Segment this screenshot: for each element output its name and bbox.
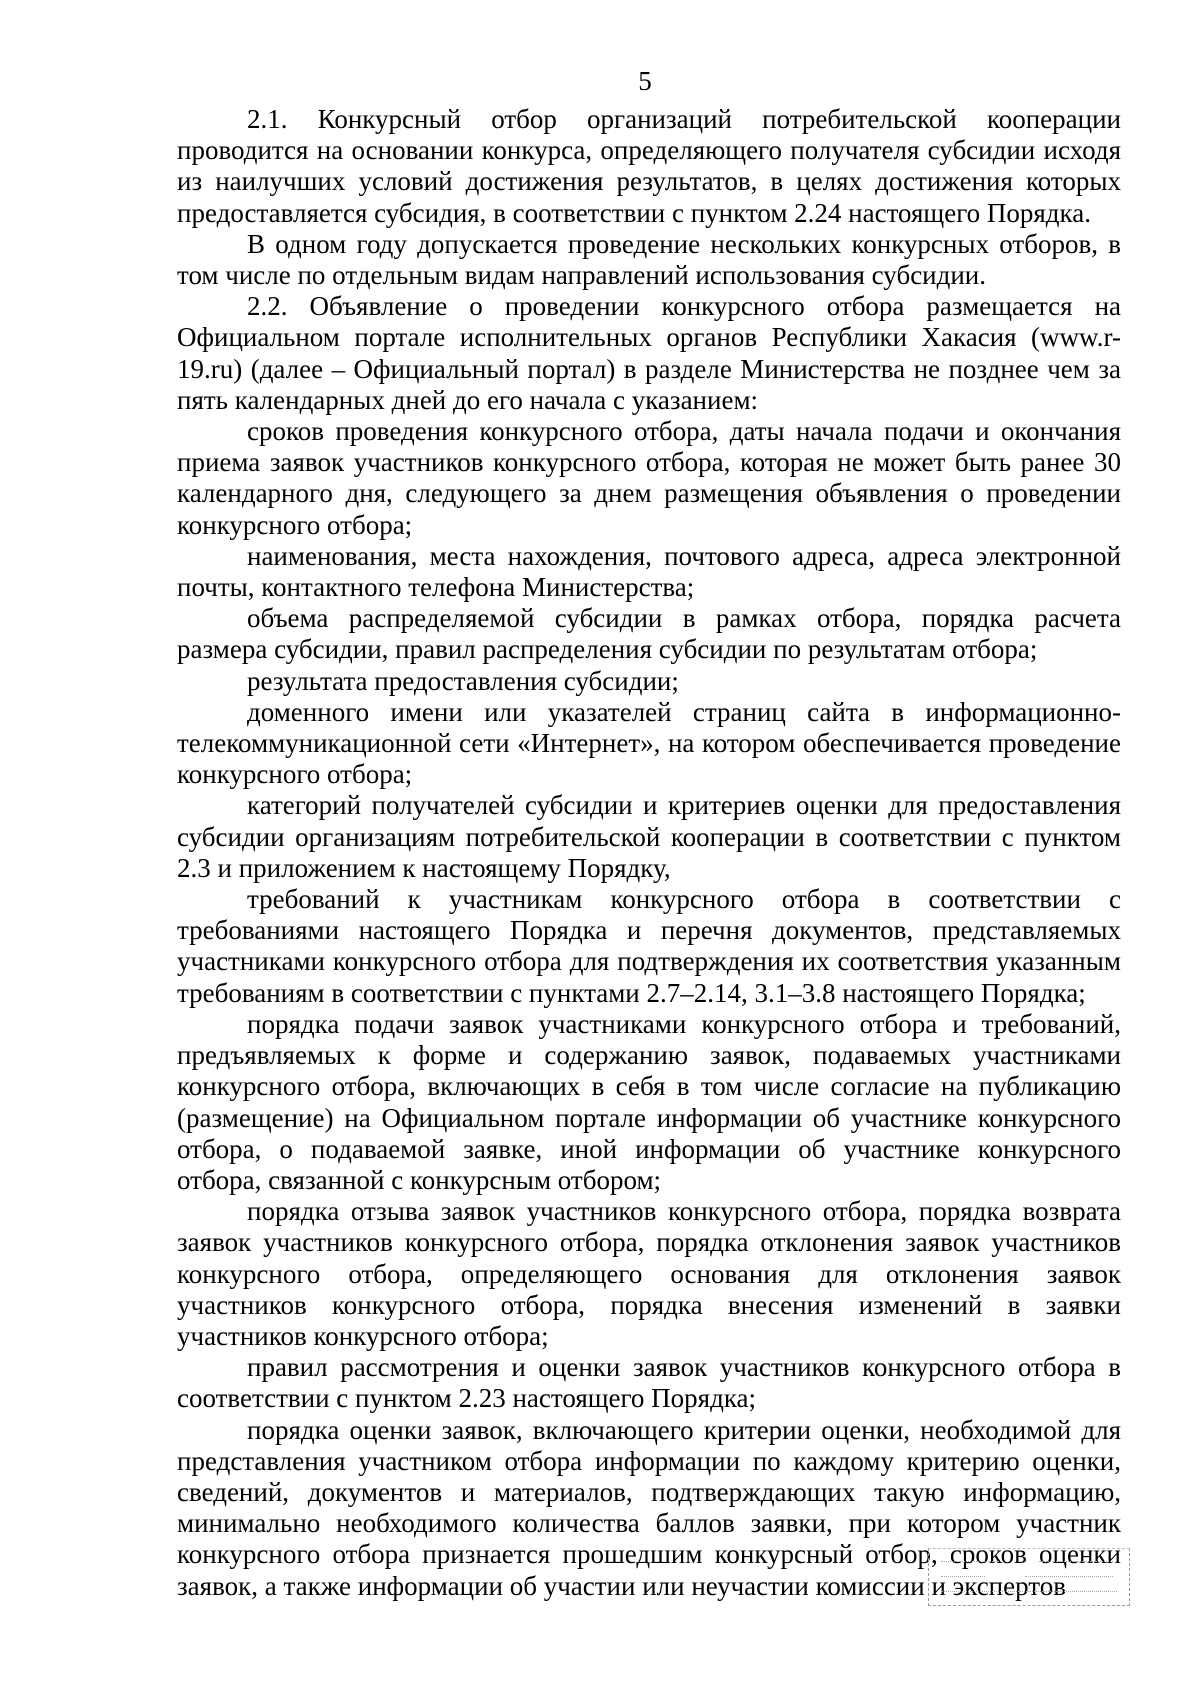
list-item-recipient-categories: категорий получателей субсидии и критериев оценки для предоставления субсидии организациям потребительской кооперации в соответствии с пунктом 2.3 и приложением к настоящему Порядку,	[177, 790, 1121, 883]
list-item-participant-requirements: требований к участникам конкурсного отбора в соответствии с требованиями настоящего Порядка и перечня документов, представляемых участниками конкурсного отбора для подтверждения их соответствия указанным требованиям в соответствии с пунктами 2.7–2.14, 3.1–3.8 настоящего Порядка;	[177, 884, 1121, 1008]
list-item-domain-name: доменного имени или указателей страниц сайта в информационно-телекоммуникационной сети «Интернет», на котором обеспечивается проведение конкурсного отбора;	[177, 696, 1121, 790]
list-item-subsidy-volume: объема распределяемой субсидии в рамках отбора, порядка расчета размера субсидии, правил распределения субсидии по результатам отбора;	[177, 603, 1121, 665]
paragraph-2-2: 2.2. Объявление о проведении конкурсного отбора размещается на Официальном портале исполнительных органов Республики Хакасия (www.r-19.ru) (далее – Официальный портал) в разделе Министерства не позднее чем за пять календарных дней до его начала с указанием:	[177, 291, 1121, 415]
list-item-evaluation-procedure: порядка оценки заявок, включающего критерии оценки, необходимой для представления участником отбора информации по каждому критерию оценки, сведений, документов и материалов, подтверждающих такую информацию, минимально необходимого количества баллов заявки, при котором участник конкурсного отбора признается прошедшим конкурсный отбор, сроков оценки заявок, а также информации об участии или неучастии комиссии и экспертов	[177, 1414, 1121, 1601]
list-item-application-submission: порядка подачи заявок участниками конкурсного отбора и требований, предъявляемых к форме и содержанию заявок, подаваемых участниками конкурсного отбора, включающих в себя в том числе согласие на публикацию (размещение) на Официальном портале информации об участнике конкурсного отбора, о подаваемой заявке, иной информации об участнике конкурсного отбора, связанной с конкурсным отбором;	[177, 1008, 1121, 1195]
document-body	[177, 104, 1121, 1602]
list-item-application-withdrawal: порядка отзыва заявок участников конкурсного отбора, порядка возврата заявок участников конкурсного отбора, порядка отклонения заявок участников конкурсного отбора, определяющего основания для отклонения заявок участников конкурсного отбора, порядка внесения изменений в заявки участников конкурсного отбора;	[177, 1196, 1121, 1351]
page-number: 5	[638, 66, 652, 96]
list-item-deadlines: сроков проведения конкурсного отбора, даты начала подачи и окончания приема заявок участников конкурсного отбора, которая не может быть ранее 30 календарного дня, следующего за днем размещения объявления о проведении конкурсного отбора;	[177, 416, 1121, 540]
list-item-review-rules: правил рассмотрения и оценки заявок участников конкурсного отбора в соответствии с пунктом 2.23 настоящего Порядка;	[177, 1352, 1121, 1414]
paragraph-multiple-selections: В одном году допускается проведение нескольких конкурсных отборов, в том числе по отдельным видам направлений использования субсидии.	[177, 228, 1121, 291]
paragraph-2-1: 2.1. Конкурсный отбор организаций потребительской кооперации проводится на основании конкурса, определяющего получателя субсидии исходя из наилучших условий достижения результатов, в целях достижения которых предоставляется субсидия, в соответствии с пунктом 2.24 настоящего Порядка.	[177, 104, 1121, 228]
list-item-ministry-contacts: наименования, места нахождения, почтового адреса, адреса электронной почты, контактного телефона Министерства;	[177, 540, 1121, 603]
faded-stamp	[928, 1548, 1130, 1606]
list-item-subsidy-result: результата предоставления субсидии;	[247, 665, 679, 696]
